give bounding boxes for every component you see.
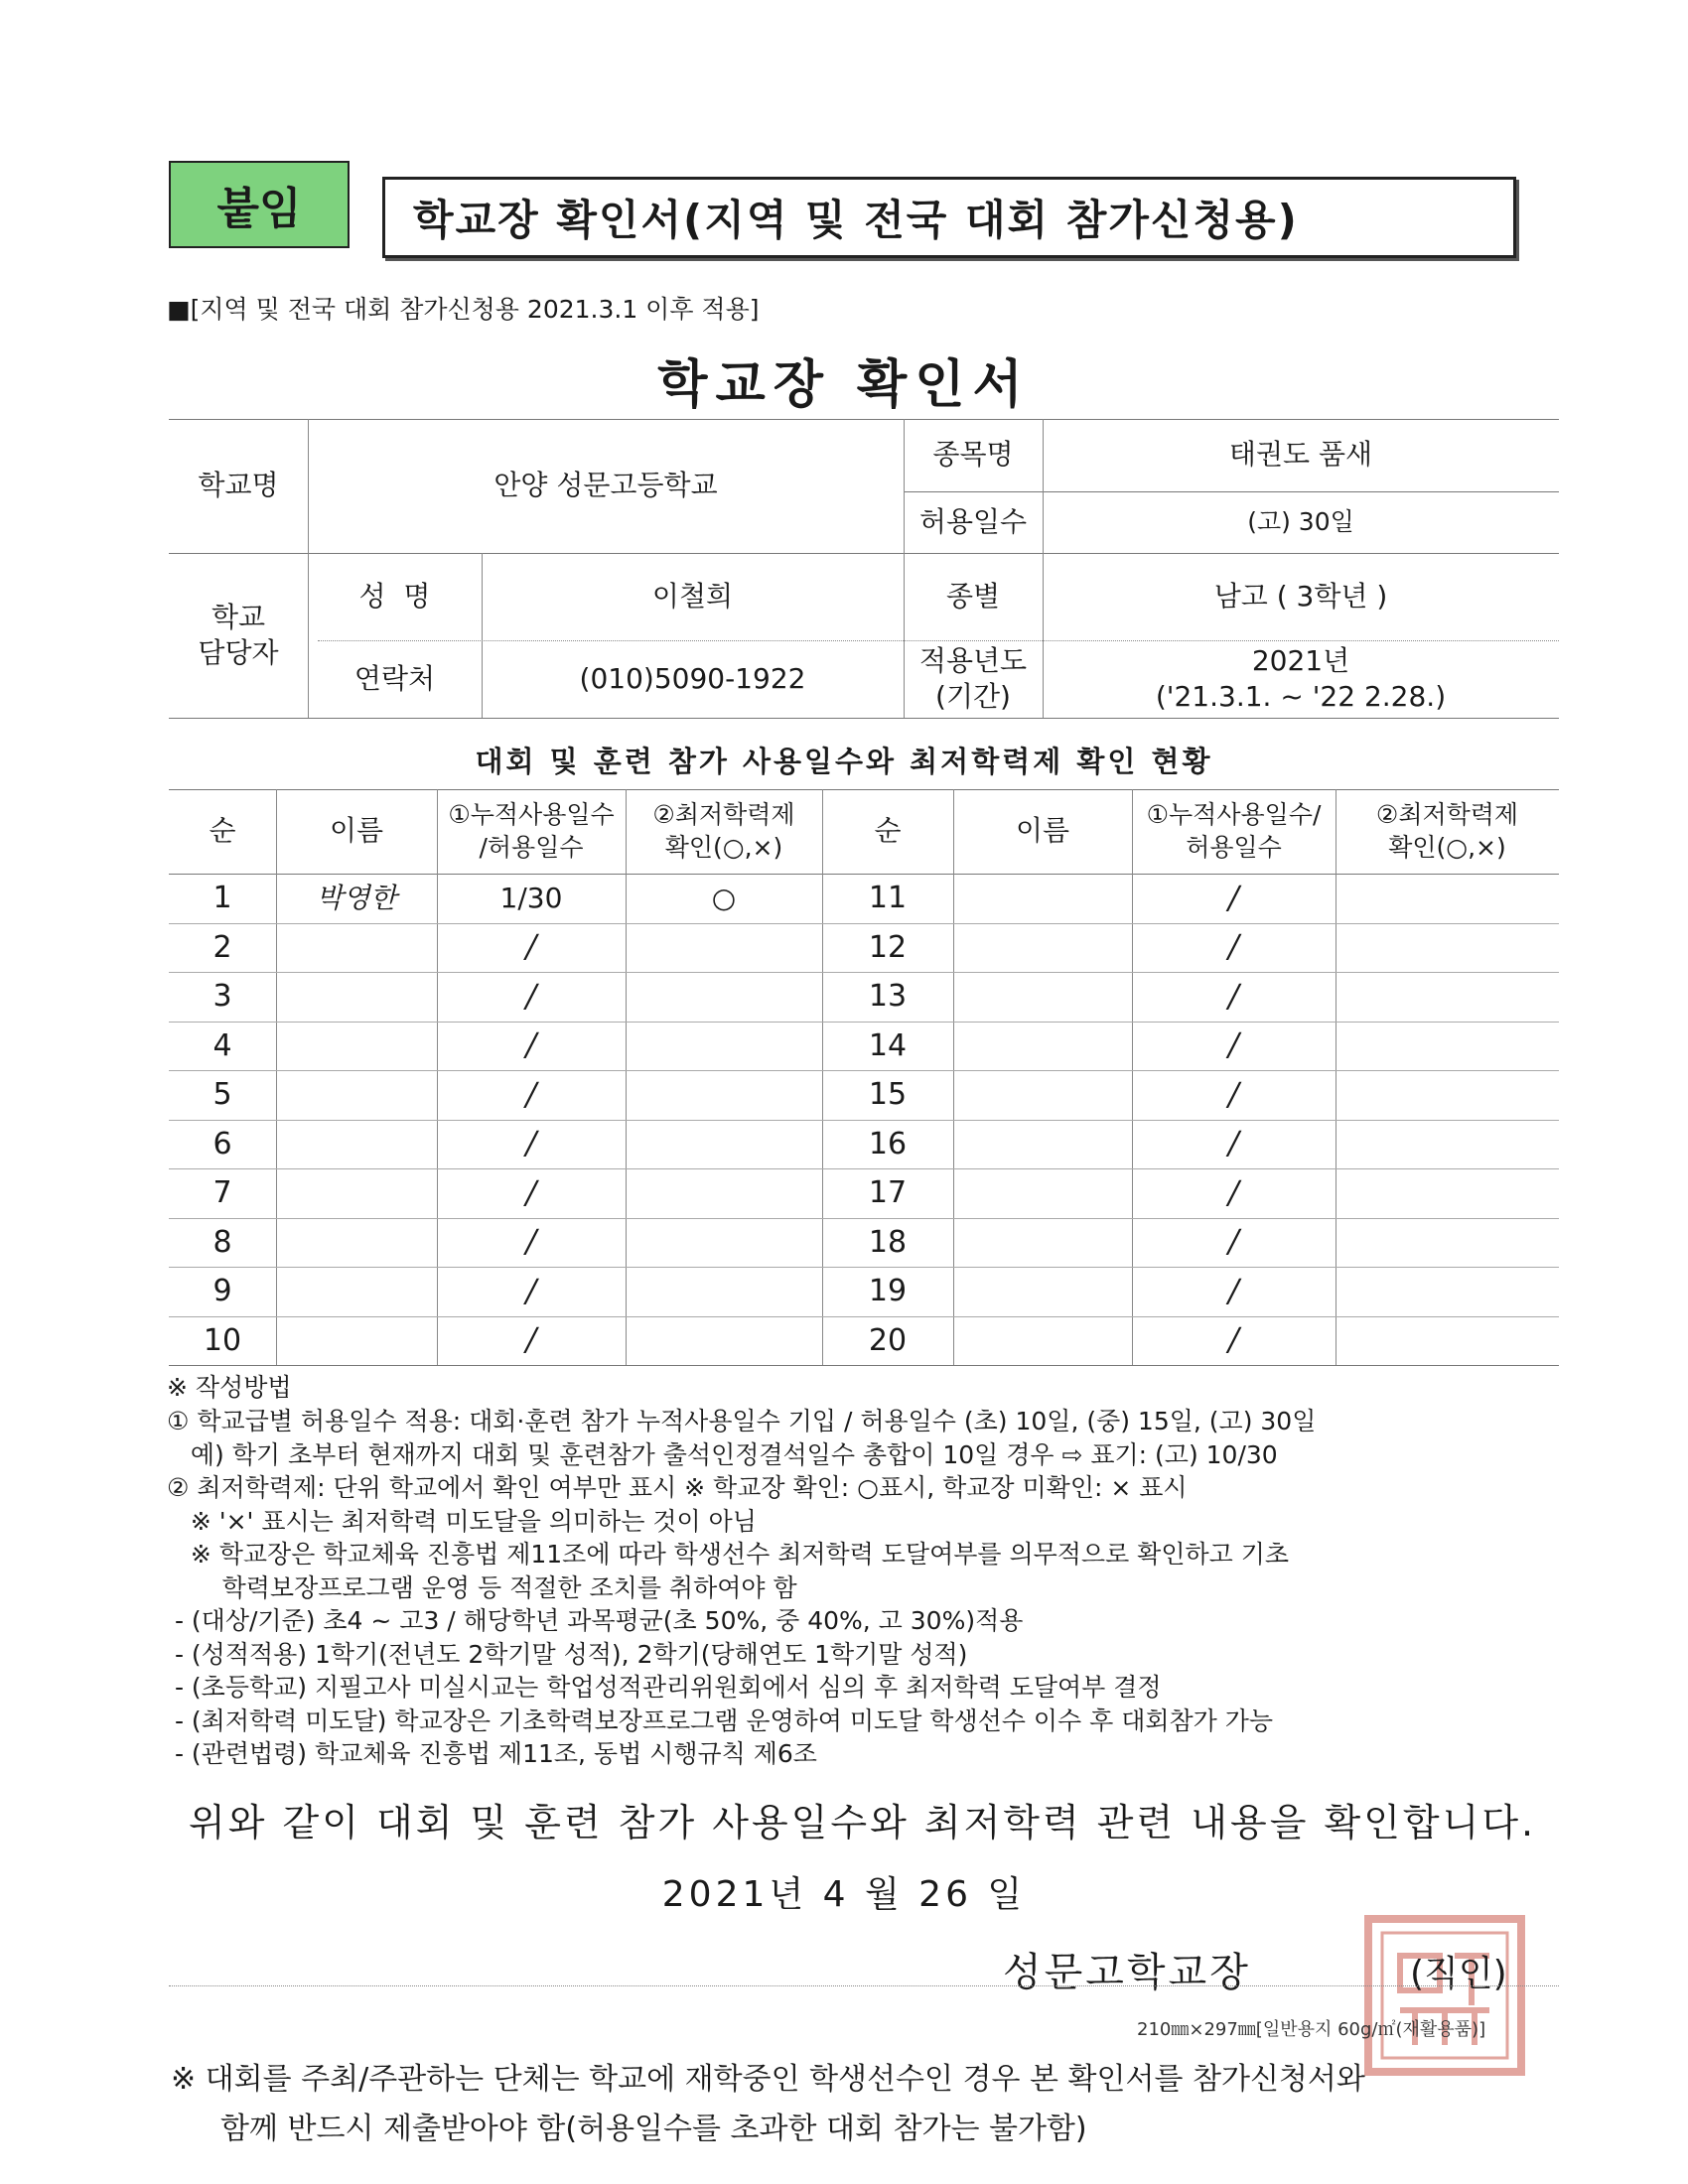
- table-row-5-check: [626, 1070, 822, 1120]
- table-row-15-no: 15: [868, 1077, 908, 1113]
- paper-info: 210㎜×297㎜[일반용지 60g/㎡(재활용품)]: [1137, 2019, 1486, 2040]
- allowed-days-value: (고) 30일: [1247, 506, 1354, 536]
- note-line: ※ 학교장은 학교체육 진흥법 제11조에 따라 학생선수 최저학력 도달여부를 의무적으로 확인하고 기초: [167, 1540, 1290, 1569]
- note-line: - (대상/기준) 초4 ~ 고3 / 해당학년 과목평균(초 50%, 중 40%, 고 30%)적용: [167, 1606, 1024, 1635]
- table-row-8-days: /: [525, 1222, 537, 1261]
- table-row-9-check: [626, 1267, 822, 1316]
- footer-note-line-1: ※ 대회를 주최/주관하는 단체는 학교에 재학중인 학생선수인 경우 본 확인서를 참가신청서와: [171, 2062, 1365, 2097]
- table-row-17-name: [953, 1168, 1132, 1218]
- manager-name-text: 이철희: [651, 579, 734, 613]
- school-name-value: 안양 성문고등학교: [493, 469, 718, 502]
- table-row-9-days: /: [525, 1271, 537, 1309]
- table-row-13-name: [953, 972, 1132, 1022]
- table-row-4-name: [276, 1022, 437, 1071]
- table-row-19-name: [953, 1267, 1132, 1316]
- table-row-3-check: [626, 972, 822, 1022]
- table-row-8-check: [626, 1218, 822, 1268]
- table-row-19-no: 19: [868, 1274, 908, 1309]
- scope-note: ■[지역 및 전국 대회 참가신청용 2021.3.1 이후 적용]: [167, 295, 760, 324]
- table-row-18-days: /: [1228, 1222, 1239, 1261]
- table-row-8-name: [276, 1218, 437, 1268]
- table-row-13-days: /: [1228, 976, 1239, 1015]
- school-name-label: 학교명: [198, 469, 279, 502]
- note-line: - (성적적용) 1학기(전년도 2학기말 성적), 2학기(당해연도 1학기말 성적): [167, 1639, 968, 1669]
- signature-divider: [169, 1985, 1559, 1986]
- info-line-bottom: [169, 718, 1559, 719]
- table-row-15-days: /: [1228, 1074, 1239, 1113]
- sport-label: 종목명: [932, 438, 1014, 472]
- note-line: - (최저학력 미도달) 학교장은 기초학력보장프로그램 운영하여 미도달 학생선수 이수 후 대회참가 가능: [167, 1706, 1274, 1735]
- manager-name-value: [482, 553, 904, 640]
- table-row-13-no: 13: [868, 979, 908, 1015]
- table-row-1-name: 박영한: [316, 881, 397, 914]
- table-row-4-check: [626, 1022, 822, 1071]
- note-line: 학력보장프로그램 운영 등 적절한 조치를 취하여야 함: [167, 1572, 797, 1602]
- note-line: - (관련법령) 학교체육 진흥법 제11조, 동법 시행규칙 제6조: [167, 1739, 817, 1768]
- table-row-16-name: [953, 1120, 1132, 1169]
- table-row-1-check: ○: [711, 881, 737, 914]
- note-line: - (초등학교) 지필고사 미실시교는 학업성적관리위원회에서 심의 후 최저학력 도달여부 결정: [167, 1673, 1162, 1702]
- section-title: 대회 및 훈련 참가 사용일수와 최저학력제 확인 현황: [475, 745, 1213, 778]
- table-row-9-name: [276, 1267, 437, 1316]
- table-row-2-check: [626, 923, 822, 973]
- table-row-10-check: [626, 1316, 822, 1366]
- main-title: 학교장 확인서: [657, 355, 1031, 415]
- table-row-16-days: /: [1228, 1124, 1239, 1162]
- table-row-12-name: [953, 923, 1132, 973]
- table-row-11-days: /: [1228, 878, 1239, 916]
- table-line-bottom: [169, 1365, 1559, 1366]
- category-value: 남고 ( 3학년 ): [1213, 579, 1388, 613]
- table-row-5-name: [276, 1070, 437, 1120]
- school-manager-label: 학교 담당자: [198, 600, 279, 669]
- table-row-19-check: [1336, 1267, 1559, 1316]
- table-row-15-name: [953, 1070, 1132, 1120]
- table-row-6-no: 6: [212, 1126, 232, 1161]
- note-line: 예) 학기 초부터 현재까지 대회 및 훈련참가 출석인정결석일수 총합이 10일 경우 ⇨ 표기: (고) 10/30: [167, 1439, 1278, 1469]
- table-row-17-no: 17: [868, 1175, 908, 1211]
- table-row-11-name: [953, 874, 1132, 923]
- table-row-14-days: /: [1228, 1025, 1239, 1064]
- table-row-12-check: [1336, 923, 1559, 973]
- table-row-12-days: /: [1228, 927, 1239, 966]
- header-check-right: ②최저학력제 확인(○,×): [1375, 800, 1519, 862]
- principal-name: 성문고학교장: [1003, 1950, 1251, 1995]
- period-range: ('21.3.1. ~ '22 2.28.): [1155, 680, 1447, 713]
- table-row-3-no: 3: [212, 979, 232, 1015]
- table-row-3-days: /: [525, 976, 537, 1015]
- table-row-3-name: [276, 972, 437, 1022]
- table-row-8-no: 8: [212, 1224, 232, 1260]
- table-row-7-check: [626, 1168, 822, 1218]
- table-row-2-no: 2: [212, 929, 232, 965]
- note-line: ※ '×' 표시는 최저학력 미도달을 의미하는 것이 아님: [167, 1506, 757, 1536]
- table-row-4-no: 4: [212, 1027, 232, 1063]
- table-row-1-days: 1/30: [499, 881, 563, 914]
- table-row-14-name: [953, 1022, 1132, 1071]
- table-row-10-days: /: [525, 1320, 537, 1359]
- header-check-left: ②최저학력제 확인(○,×): [652, 800, 795, 862]
- table-row-14-no: 14: [868, 1027, 908, 1063]
- contact-value: (010)5090-1922: [579, 661, 806, 695]
- table-row-12-no: 12: [868, 929, 908, 965]
- header-name-right: 이름: [1015, 814, 1070, 848]
- header-no-left: 순: [209, 814, 236, 848]
- table-row-19-days: /: [1228, 1271, 1239, 1309]
- table-row-7-no: 7: [212, 1175, 232, 1211]
- manager-name-label: 성 명: [358, 579, 431, 613]
- header-name-left: 이름: [329, 814, 384, 848]
- table-row-6-days: /: [525, 1124, 537, 1162]
- table-row-14-check: [1336, 1022, 1559, 1071]
- table-row-7-days: /: [525, 1172, 537, 1211]
- confirmation-date: 2021년 4 월 26 일: [661, 1874, 1027, 1915]
- table-row-10-name: [276, 1316, 437, 1366]
- table-row-17-days: /: [1228, 1172, 1239, 1211]
- note-line: ① 학교급별 허용일수 적용: 대회·훈련 참가 누적사용일수 기입 / 허용일수 (초) 10일, (중) 15일, (고) 30일: [167, 1407, 1317, 1435]
- table-row-2-name: [276, 923, 437, 973]
- table-row-9-no: 9: [212, 1274, 232, 1309]
- sport-value: 태권도 품새: [1228, 438, 1373, 472]
- period-label: 적용년도 (기간): [918, 643, 1028, 713]
- table-row-15-check: [1336, 1070, 1559, 1120]
- table-row-7-name: [276, 1168, 437, 1218]
- header-no-right: 순: [874, 814, 902, 848]
- table-row-10-no: 10: [203, 1322, 242, 1358]
- header-days-left: ①누적사용일수 /허용일수: [448, 800, 615, 862]
- table-row-20-days: /: [1228, 1320, 1239, 1359]
- table-row-20-name: [953, 1316, 1132, 1366]
- notes-heading: ※ 작성방법: [167, 1373, 292, 1402]
- table-row-6-name: [276, 1120, 437, 1169]
- period-value: [1043, 640, 1559, 718]
- note-line: ② 최저학력제: 단위 학교에서 확인 여부만 표시 ※ 학교장 확인: ○표시, 학교장 미확인: × 표시: [167, 1473, 1188, 1502]
- table-row-11-no: 11: [868, 881, 908, 916]
- table-row-4-days: /: [525, 1025, 537, 1064]
- table-row-20-no: 20: [868, 1322, 908, 1358]
- category-label: 종별: [945, 579, 1001, 613]
- table-row-18-no: 18: [868, 1224, 908, 1260]
- table-row-16-check: [1336, 1120, 1559, 1169]
- table-row-13-check: [1336, 972, 1559, 1022]
- footer-note: [171, 2055, 1365, 2153]
- table-row-5-no: 5: [212, 1077, 232, 1113]
- attachment-badge: 붙임: [169, 161, 350, 248]
- table-row-20-check: [1336, 1316, 1559, 1366]
- table-row-18-check: [1336, 1218, 1559, 1268]
- header-days-right: ①누적사용일수/ 허용일수: [1146, 800, 1322, 862]
- table-row-18-name: [953, 1218, 1132, 1268]
- document-header-title: 학교장 확인서(지역 및 전국 대회 참가신청용): [382, 177, 1516, 258]
- confirmation-text: 위와 같이 대회 및 훈련 참가 사용일수와 최저학력 관련 내용을 확인합니다.: [189, 1801, 1537, 1844]
- seal-label: (직인): [1410, 1954, 1507, 1994]
- footer-note-line-2: 함께 반드시 제출받아야 함(허용일수를 초과한 대회 참가는 불가함): [220, 2111, 1087, 2146]
- contact-label: 연락처: [353, 661, 436, 695]
- table-row-16-no: 16: [868, 1126, 908, 1161]
- table-row-6-check: [626, 1120, 822, 1169]
- table-row-11-check: [1336, 874, 1559, 923]
- period-year: 2021년: [1251, 643, 1350, 677]
- allowed-days-label: 허용일수: [918, 504, 1028, 538]
- table-row-17-check: [1336, 1168, 1559, 1218]
- table-row-5-days: /: [525, 1074, 537, 1113]
- table-row-1-no: 1: [212, 881, 232, 916]
- table-row-2-days: /: [525, 927, 537, 966]
